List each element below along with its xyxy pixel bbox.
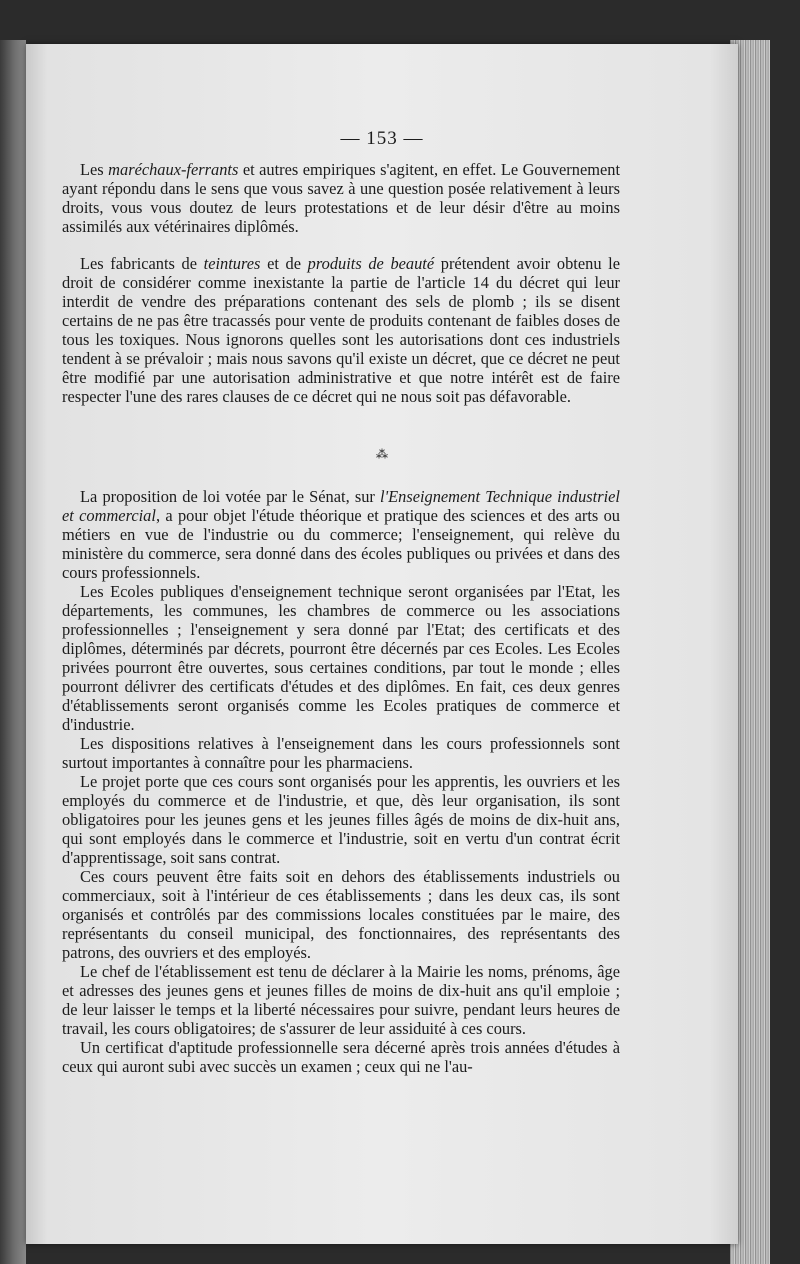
italic-run: teintures — [203, 254, 261, 273]
adjacent-page-edge — [0, 40, 26, 1264]
paragraph-cours: Ces cours peuvent être faits soit en dehors des établissements industriels ou commerciaux, soit à l'intérieur de ces établissements ; dans les deux cas, ils sont organisés et contrôlés par des commissions locales constituées par le maire, des représentants du conseil municipal, des fonctionnaires, des représentants des patrons, des ouvriers et des employés. — [62, 867, 620, 962]
section-two — [62, 487, 620, 1076]
section-separator: ⁂ — [376, 447, 388, 461]
text-run: prétendent avoir obtenu le droit de considérer comme inexistante la partie de l'article 14 du décret qui leur interdit de vendre des préparations contenant des sels de plomb ; ils se disent certains de ne pas être tracassés pour vente de produits contenant de faibles doses de tous les toxiques. Nous ignorons quelles sont les autorisations dont ces industriels tendent à se prévaloir ; mais nous savons qu'il existe un décret, que ce décret ne peut être modifié par une autorisation administrative et que notre intérêt est de faire respecter l'une des rares clauses de ce décret qui ne nous soit pas défavorable. — [62, 254, 620, 406]
text-run: et de — [260, 254, 308, 273]
italic-run: l'Enseignement Technique industriel et commercial — [62, 487, 620, 525]
paragraph-fabricants — [62, 254, 620, 406]
paragraph-certificat: Un certificat d'aptitude professionnelle sera décerné après trois années d'études à ceux qui auront subi avec succès un examen ; ceux qui ne l'au- — [62, 1038, 620, 1076]
text-run: et autres empiriques s'agitent, en effet. Le Gouvernement ayant répondu dans le sens que vous savez à une question posée relativement à leurs droits, vous vous doutez de leurs protestations et de leur désir d'être au moins assimilés aux vétérinaires diplômés. — [62, 160, 620, 236]
paragraph-proposition — [62, 487, 620, 582]
paragraph-projet: Le projet porte que ces cours sont organisés pour les apprentis, les ouvriers et les employés du commerce et de l'industrie, et que, dès leur organisation, ils sont obligatoires pour les jeunes gens et les jeunes filles âgés de moins de dix-huit ans, qui sont employés dans le commerce et l'industrie, soit en vertu d'un contrat écrit d'apprentissage, soit sans contrat. — [62, 772, 620, 867]
paragraph-dispositions: Les dispositions relatives à l'enseignement dans les cours professionnels sont surtout importantes à connaître pour les pharmaciens. — [62, 734, 620, 772]
paragraph-ecoles-publiques: Les Ecoles publiques d'enseignement technique seront organisées par l'Etat, les départements, les communes, les chambres de commerce ou les associations professionnelles ; l'enseignement y sera donné par l'Etat; des certificats et des diplômes, déterminés par décrets, pourront être décernés par ces Ecoles. Les Ecoles privées pourront être ouvertes, sous certaines conditions, par tout le monde ; elles pourront délivrer des certificats d'études et des diplômes. En fait, ces deux genres d'établissements seront organisés comme les Ecoles pratiques de commerce et d'industrie. — [62, 582, 620, 734]
italic-run: produits de beauté — [307, 254, 435, 273]
paragraph-chef-etablissement: Le chef de l'établissement est tenu de déclarer à la Mairie les noms, prénoms, âge et adresses des jeunes gens et jeunes filles de moins de dix-huit ans qu'il emploie ; de leur laisser le temps et la liberté nécessaires pour suivre, pendant leurs heures de travail, les cours obligatoires; de s'assurer de leur assiduité à ces cours. — [62, 962, 620, 1038]
text-run: , a pour objet l'étude théorique et pratique des sciences et des arts ou métiers en vue de l'industrie ou du commerce; l'enseignement, qui relève du ministère du commerce, sera donné dans des écoles publiques ou privées et dans des cours professionnels. — [62, 506, 621, 582]
section-one — [62, 160, 620, 406]
text-run: Les — [80, 160, 109, 179]
italic-run: maréchaux-ferrants — [108, 160, 239, 179]
paragraph-marechaux — [62, 160, 620, 236]
book-page — [26, 44, 738, 1244]
text-run: La proposition de loi votée par le Sénat, sur — [80, 487, 381, 506]
text-run: Les fabricants de — [80, 254, 204, 273]
page-number: — 153 — — [340, 128, 424, 149]
